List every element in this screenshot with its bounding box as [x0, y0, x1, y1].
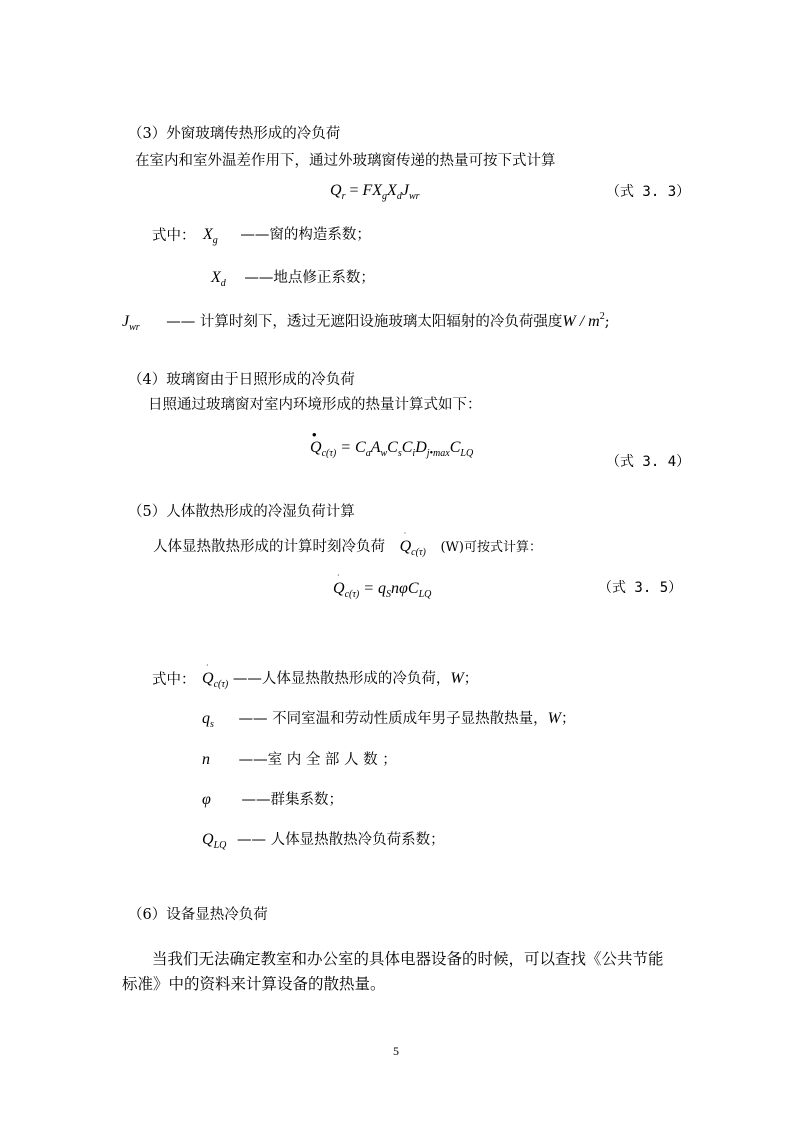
section-4-heading: （4）玻璃窗由于日照形成的冷负荷 — [128, 372, 355, 388]
formula-3-5: · $Q_{c(\tau)} = q_Sn\varphi C_{LQ}$ — [333, 571, 432, 600]
section-6-heading: （6）设备显热冷负荷 — [128, 907, 268, 923]
formula-3-4: • $Q_{c(\tau)} = C_aA_wC_sC_iD_{j•max}C_{LQ}$ — [310, 427, 474, 459]
definition-jwr: $J_{wr}$ —— 计算时刻下，透过无遮阳设施玻璃太阳辐射的冷负荷强度W / $m^2$; — [122, 311, 610, 333]
formula-3-3: $Q_r = FX_gX_dJ_{wr}$ — [330, 182, 420, 202]
dot-accent: · — [337, 571, 340, 580]
page-number: 5 — [393, 1044, 399, 1058]
section-6-paragraph-line-2: 标准》中的资料来计算设备的散热量。 — [122, 975, 386, 993]
equation-number-3-3: （式 3. 3） — [606, 184, 691, 200]
section-6-paragraph-line-1: 当我们无法确定教室和办公室的具体电器设备的时候，可以查找《公共节能 — [152, 950, 664, 968]
equation-number-3-4: （式 3. 4） — [606, 454, 691, 470]
definition-xd: $X_d$ ——地点修正系数； — [211, 269, 375, 289]
definition-qs: $q_s$ —— 不同室温和劳动性质成年男子显热散热量，W； — [202, 710, 576, 730]
definition-qlq: $Q_{LQ}$ —— 人体显热散热冷负荷系数； — [202, 831, 445, 851]
section-5-intro: 人体显热散热形成的计算时刻冷负荷 · $Q_{c(\tau)}$ (W)可按式计算： — [153, 529, 542, 558]
definition-n: n ——室 内 全 部 人 数 ； — [202, 751, 397, 768]
where-label: 式中： — [152, 228, 196, 244]
definition-xg: $X_g$ ——窗的构造系数； — [203, 226, 371, 246]
dot-accent: · — [403, 529, 407, 538]
dot-accent: • — [312, 427, 317, 442]
section-3-heading: （3）外窗玻璃传热形成的冷负荷 — [128, 126, 341, 142]
section-4-intro: 日照通过玻璃窗对室内环境形成的热量计算式如下： — [148, 397, 482, 413]
where-label-5: 式中： — [152, 672, 196, 688]
definition-phi: φ ——群集系数； — [202, 791, 343, 808]
section-3-intro: 在室内和室外温差作用下，通过外玻璃窗传递的热量可按下式计算 — [135, 153, 556, 169]
dot-accent: · — [206, 661, 209, 670]
section-5-heading: （5）人体散热形成的冷湿负荷计算 — [128, 504, 355, 520]
definition-qc: · $Q_{c(\tau)}$ ——人体显热散热形成的冷负荷，W； — [202, 661, 479, 690]
equation-number-3-5: （式 3. 5） — [598, 580, 683, 596]
